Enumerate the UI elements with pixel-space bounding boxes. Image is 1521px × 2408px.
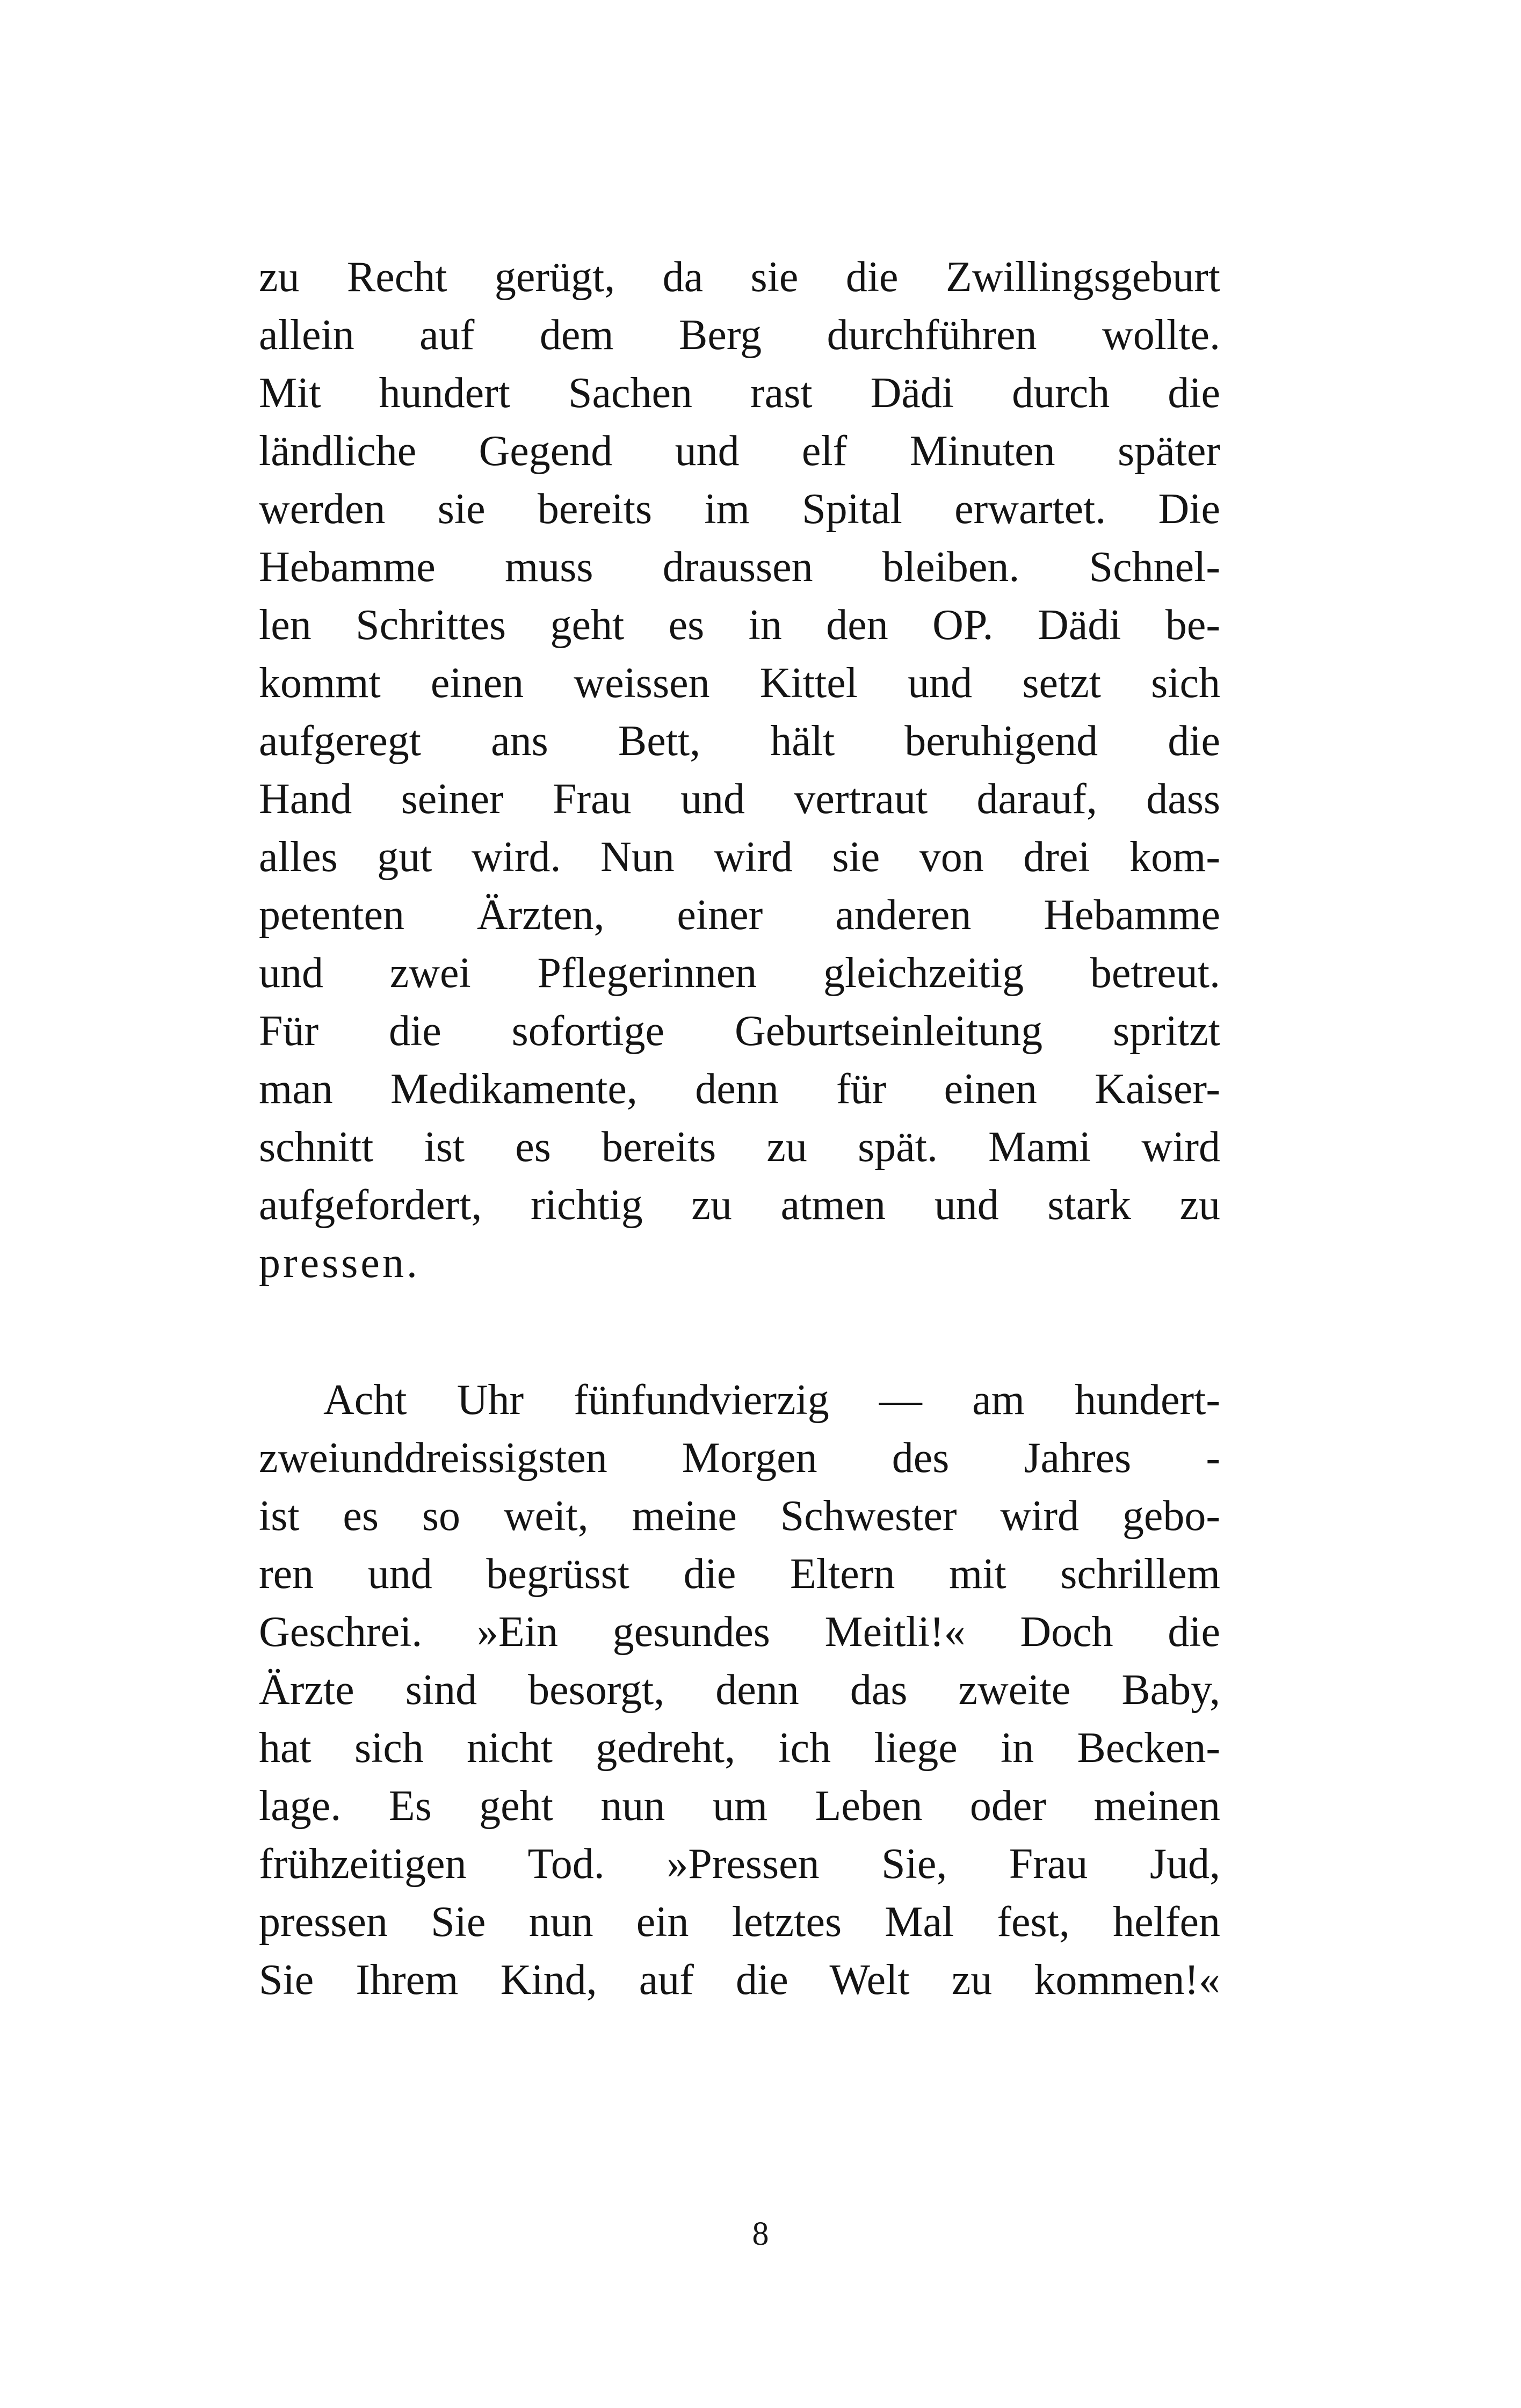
text-line: Hebamme muss draussen bleiben. Schnel- [259, 543, 1220, 591]
text-line: zu Recht gerügt, da sie die Zwillingsgeburt [259, 253, 1220, 301]
text-line: ren und begrüsst die Eltern mit schrillem [259, 1550, 1220, 1598]
text-line: Hand seiner Frau und vertraut darauf, dass [259, 775, 1220, 823]
text-line: schnitt ist es bereits zu spät. Mami wird [259, 1123, 1220, 1171]
text-line: alles gut wird. Nun wird sie von drei kom- [259, 833, 1220, 881]
text-line: Geschrei. »Ein gesundes Meitli!« Doch die [259, 1608, 1220, 1656]
text-line: allein auf dem Berg durchführen wollte. [259, 311, 1220, 359]
text-line: aufgefordert, richtig zu atmen und stark zu [259, 1181, 1220, 1229]
text-line: Acht Uhr fünfundvierzig — am hundert- [323, 1376, 1220, 1424]
text-line: pressen. [259, 1239, 420, 1287]
text-line: Mit hundert Sachen rast Dädi durch die [259, 369, 1220, 417]
text-line: zweiunddreissigsten Morgen des Jahres - [259, 1434, 1220, 1482]
text-line: Für die sofortige Geburtseinleitung spritzt [259, 1007, 1220, 1055]
text-line: len Schrittes geht es in den OP. Dädi be- [259, 601, 1220, 649]
text-line: pressen Sie nun ein letztes Mal fest, helfen [259, 1898, 1220, 1946]
text-line: ist es so weit, meine Schwester wird gebo- [259, 1492, 1220, 1540]
text-line: man Medikamente, denn für einen Kaiser- [259, 1065, 1220, 1113]
page-number: 8 [752, 2216, 769, 2252]
text-line: ländliche Gegend und elf Minuten später [259, 427, 1220, 475]
text-line: petenten Ärzten, einer anderen Hebamme [259, 891, 1220, 939]
text-line: lage. Es geht nun um Leben oder meinen [259, 1782, 1220, 1830]
text-line: und zwei Pflegerinnen gleichzeitig betreut. [259, 949, 1220, 997]
text-line: hat sich nicht gedreht, ich liege in Becken- [259, 1724, 1220, 1772]
text-line: Sie Ihrem Kind, auf die Welt zu kommen!« [259, 1956, 1220, 2004]
text-line: werden sie bereits im Spital erwartet. Die [259, 485, 1220, 533]
text-line: Ärzte sind besorgt, denn das zweite Baby, [259, 1666, 1220, 1714]
text-line: frühzeitigen Tod. »Pressen Sie, Frau Jud, [259, 1840, 1220, 1888]
paragraph-2 [259, 1371, 1220, 2009]
paragraph-1 [259, 248, 1220, 1292]
text-line: aufgeregt ans Bett, hält beruhigend die [259, 717, 1220, 765]
text-line: kommt einen weissen Kittel und setzt sich [259, 659, 1220, 707]
